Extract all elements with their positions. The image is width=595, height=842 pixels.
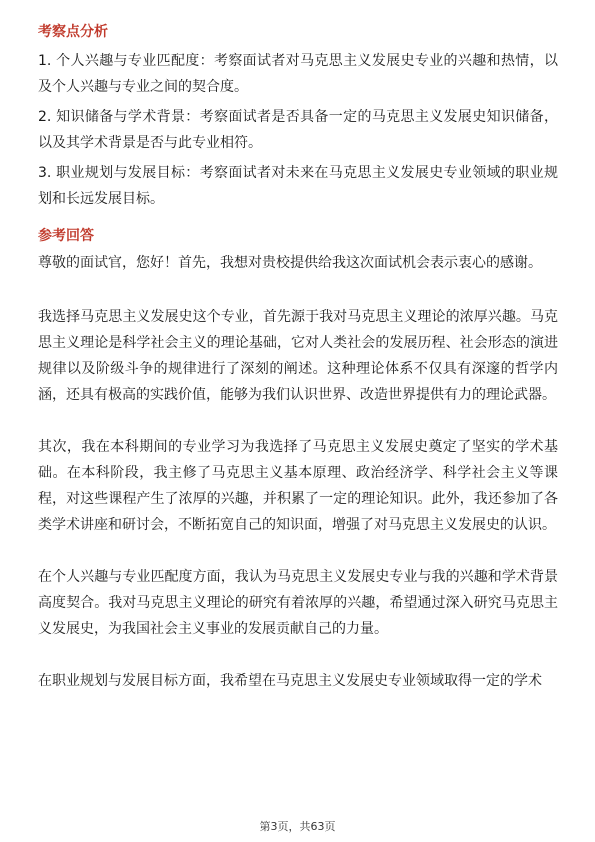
page-content [38,22,558,720]
analysis-item: 3. 职业规划与发展目标：考察面试者对未来在马克思主义发展史专业领域的职业规划和长远发展目标。 [38,165,558,207]
answer-paragraph: 在职业规划与发展目标方面，我希望在马克思主义发展史专业领域取得一定的学术 [38,673,542,689]
page-number: 第3页，共63页 [259,820,336,833]
answer-paragraph: 在个人兴趣与专业匹配度方面，我认为马克思主义发展史专业与我的兴趣和学术背景高度契合。我对马克思主义理论的研究有着浓厚的兴趣，希望通过深入研究马克思主义发展史，为我国社会主义事业的发展贡献自己的力量。 [38,569,558,637]
answer-paragraph: 其次，我在本科期间的专业学习为我选择了马克思主义发展史奠定了坚实的学术基础。在本科阶段，我主修了马克思主义基本原理、政治经济学、科学社会主义等课程，对这些课程产生了浓厚的兴趣，并积累了一定的理论知识。此外，我还参加了各类学术讲座和研讨会，不断拓宽自己的知识面，增强了对马克思主义发展史的认识。 [38,439,558,533]
analysis-item: 2. 知识储备与学术背景：考察面试者是否具备一定的马克思主义发展史知识储备，以及其学术背景是否与此专业相符。 [38,109,558,151]
analysis-item: 1. 个人兴趣与专业匹配度：考察面试者对马克思主义发展史专业的兴趣和热情，以及个人兴趣与专业之间的契合度。 [38,53,558,95]
section-heading-analysis: 考察点分析 [38,24,108,40]
answer-paragraph: 尊敬的面试官，您好！首先，我想对贵校提供给我这次面试机会表示衷心的感谢。 [38,255,542,271]
section-heading-answer: 参考回答 [38,228,94,244]
answer-paragraph: 我选择马克思主义发展史这个专业，首先源于我对马克思主义理论的浓厚兴趣。马克思主义理论是科学社会主义的理论基础，它对人类社会的发展历程、社会形态的演进规律以及阶级斗争的规律进行了深刻的阐述。这种理论体系不仅具有深邃的哲学内涵，还具有极高的实践价值，能够为我们认识世界、改造世界提供有力的理论武器。 [38,309,558,403]
